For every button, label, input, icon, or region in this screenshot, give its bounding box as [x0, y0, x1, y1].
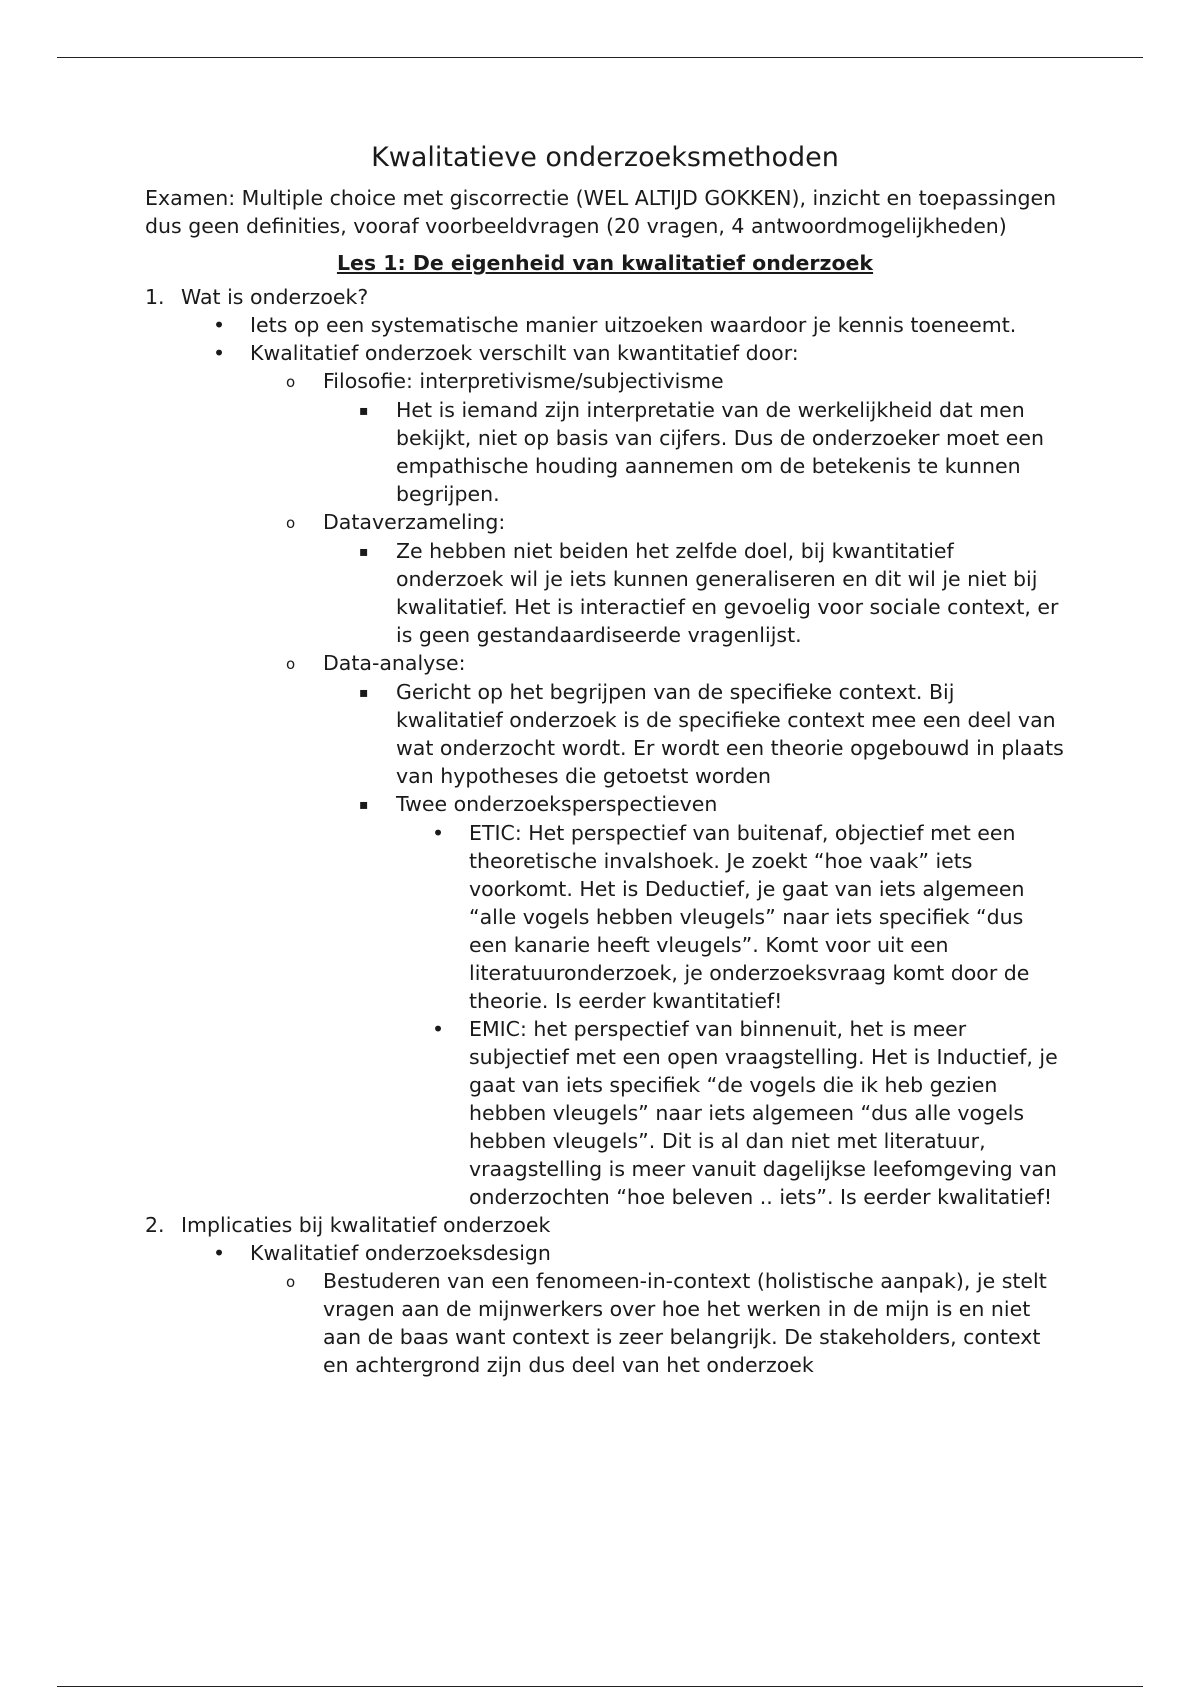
circle-bullet-icon: o	[286, 373, 296, 391]
list-item-text: Kwalitatief onderzoeksdesign	[250, 1241, 551, 1265]
list-item-text: Iets op een systematische manier uitzoeken waardoor je kennis toeneemt.	[250, 313, 1017, 337]
header-rule	[57, 57, 1143, 58]
square-bullet-icon: ▪	[359, 544, 369, 560]
list-item-text: Wat is onderzoek?	[181, 285, 369, 309]
circle-bullet-icon: o	[286, 514, 296, 532]
list-item	[145, 1267, 1065, 1379]
circle-bullet-icon: o	[286, 1273, 296, 1291]
list-item-text: Het is iemand zijn interpretatie van de werkelijkheid dat men bekijkt, niet op basis van cijfers. Dus de onderzoeker moet een empathische houding aannemen om de betekenis te kunnen begrijpen.	[396, 398, 1044, 506]
list-item-question-2	[145, 1211, 1065, 1239]
list-item	[145, 396, 1065, 508]
lesson-heading: Les 1: De eigenheid van kwalitatief onderzoek	[336, 251, 874, 275]
list-item	[145, 649, 1065, 678]
list-item	[145, 508, 1065, 537]
list-item-emic	[145, 1015, 1065, 1211]
intro-paragraph: Examen: Multiple choice met giscorrectie (WEL ALTIJD GOKKEN), inzicht en toepassingen dus geen definities, vooraf voorbeeldvragen (20 vragen, 4 antwoordmogelijkheden)	[145, 186, 1057, 238]
list-item	[145, 537, 1065, 649]
footer-rule	[57, 1686, 1143, 1687]
list-item	[145, 678, 1065, 790]
circle-bullet-icon: o	[286, 655, 296, 673]
list-item-text: Kwalitatief onderzoek verschilt van kwantitatief door:	[250, 341, 799, 365]
list-item-text: Data-analyse:	[323, 651, 466, 675]
bullet-icon: •	[432, 821, 445, 845]
list-number: 1.	[145, 285, 165, 309]
bullet-icon: •	[432, 1017, 445, 1041]
list-item-text: Bestuderen van een fenomeen-in-context (holistische aanpak), je stelt vragen aan de mijnwerkers over hoe het werken in de mijn is en niet aan de baas want context is zeer belangrijk. De stakeholders, context en achtergrond zijn dus deel van het onderzoek	[323, 1269, 1047, 1377]
list-item-text: Dataverzameling:	[323, 510, 506, 534]
square-bullet-icon: ▪	[359, 797, 369, 813]
list-item	[145, 790, 1065, 819]
list-item-etic	[145, 819, 1065, 1015]
list-item-text: Filosofie: interpretivisme/subjectivisme	[323, 369, 724, 393]
list-item-question-1	[145, 283, 1065, 311]
bullet-icon: •	[213, 341, 226, 365]
list-item	[145, 311, 1065, 339]
square-bullet-icon: ▪	[359, 685, 369, 701]
list-item-text: Ze hebben niet beiden het zelfde doel, bij kwantitatief onderzoek wil je iets kunnen generaliseren en dit wil je niet bij kwalitatief. Het is interactief en gevoelig voor sociale context, er is geen gestandaardiseerde vragenlijst.	[396, 539, 1059, 647]
list-item	[145, 339, 1065, 367]
list-item-text: ETIC: Het perspectief van buitenaf, objectief met een theoretische invalshoek. Je zoekt “hoe vaak” iets voorkomt. Het is Deductief, je gaat van iets algemeen “alle vogels hebben vleugels” naar iets specifiek “dus een kanarie heeft vleugels”. Komt voor uit een literatuuronderzoek, je onderzoeksvraag komt door de theorie. Is eerder kwantitatief!	[469, 821, 1030, 1013]
bullet-icon: •	[213, 1241, 226, 1265]
document-body	[145, 138, 1065, 1379]
list-item-text: Implicaties bij kwalitatief onderzoek	[181, 1213, 551, 1237]
page-title: Kwalitatieve onderzoeksmethoden	[371, 142, 839, 173]
bullet-icon: •	[213, 313, 226, 337]
list-item	[145, 367, 1065, 396]
list-number: 2.	[145, 1213, 165, 1237]
list-item-text: EMIC: het perspectief van binnenuit, het is meer subjectief met een open vraagstelling. Het is Inductief, je gaat van iets specifiek “de vogels die ik heb gezien hebben vleugels” naar iets algemeen “dus alle vogels hebben vleugels”. Dit is al dan niet met literatuur, vraagstelling is meer vanuit dagelijkse leefomgeving van onderzochten “hoe beleven .. iets”. Is eerder kwalitatief!	[469, 1017, 1058, 1209]
list-item-text: Twee onderzoeksperspectieven	[396, 792, 718, 816]
list-item	[145, 1239, 1065, 1267]
square-bullet-icon: ▪	[359, 403, 369, 419]
list-item-text: Gericht op het begrijpen van de specifieke context. Bij kwalitatief onderzoek is de specifieke context mee een deel van wat onderzocht wordt. Er wordt een theorie opgebouwd in plaats van hypotheses die getoetst worden	[396, 680, 1064, 788]
